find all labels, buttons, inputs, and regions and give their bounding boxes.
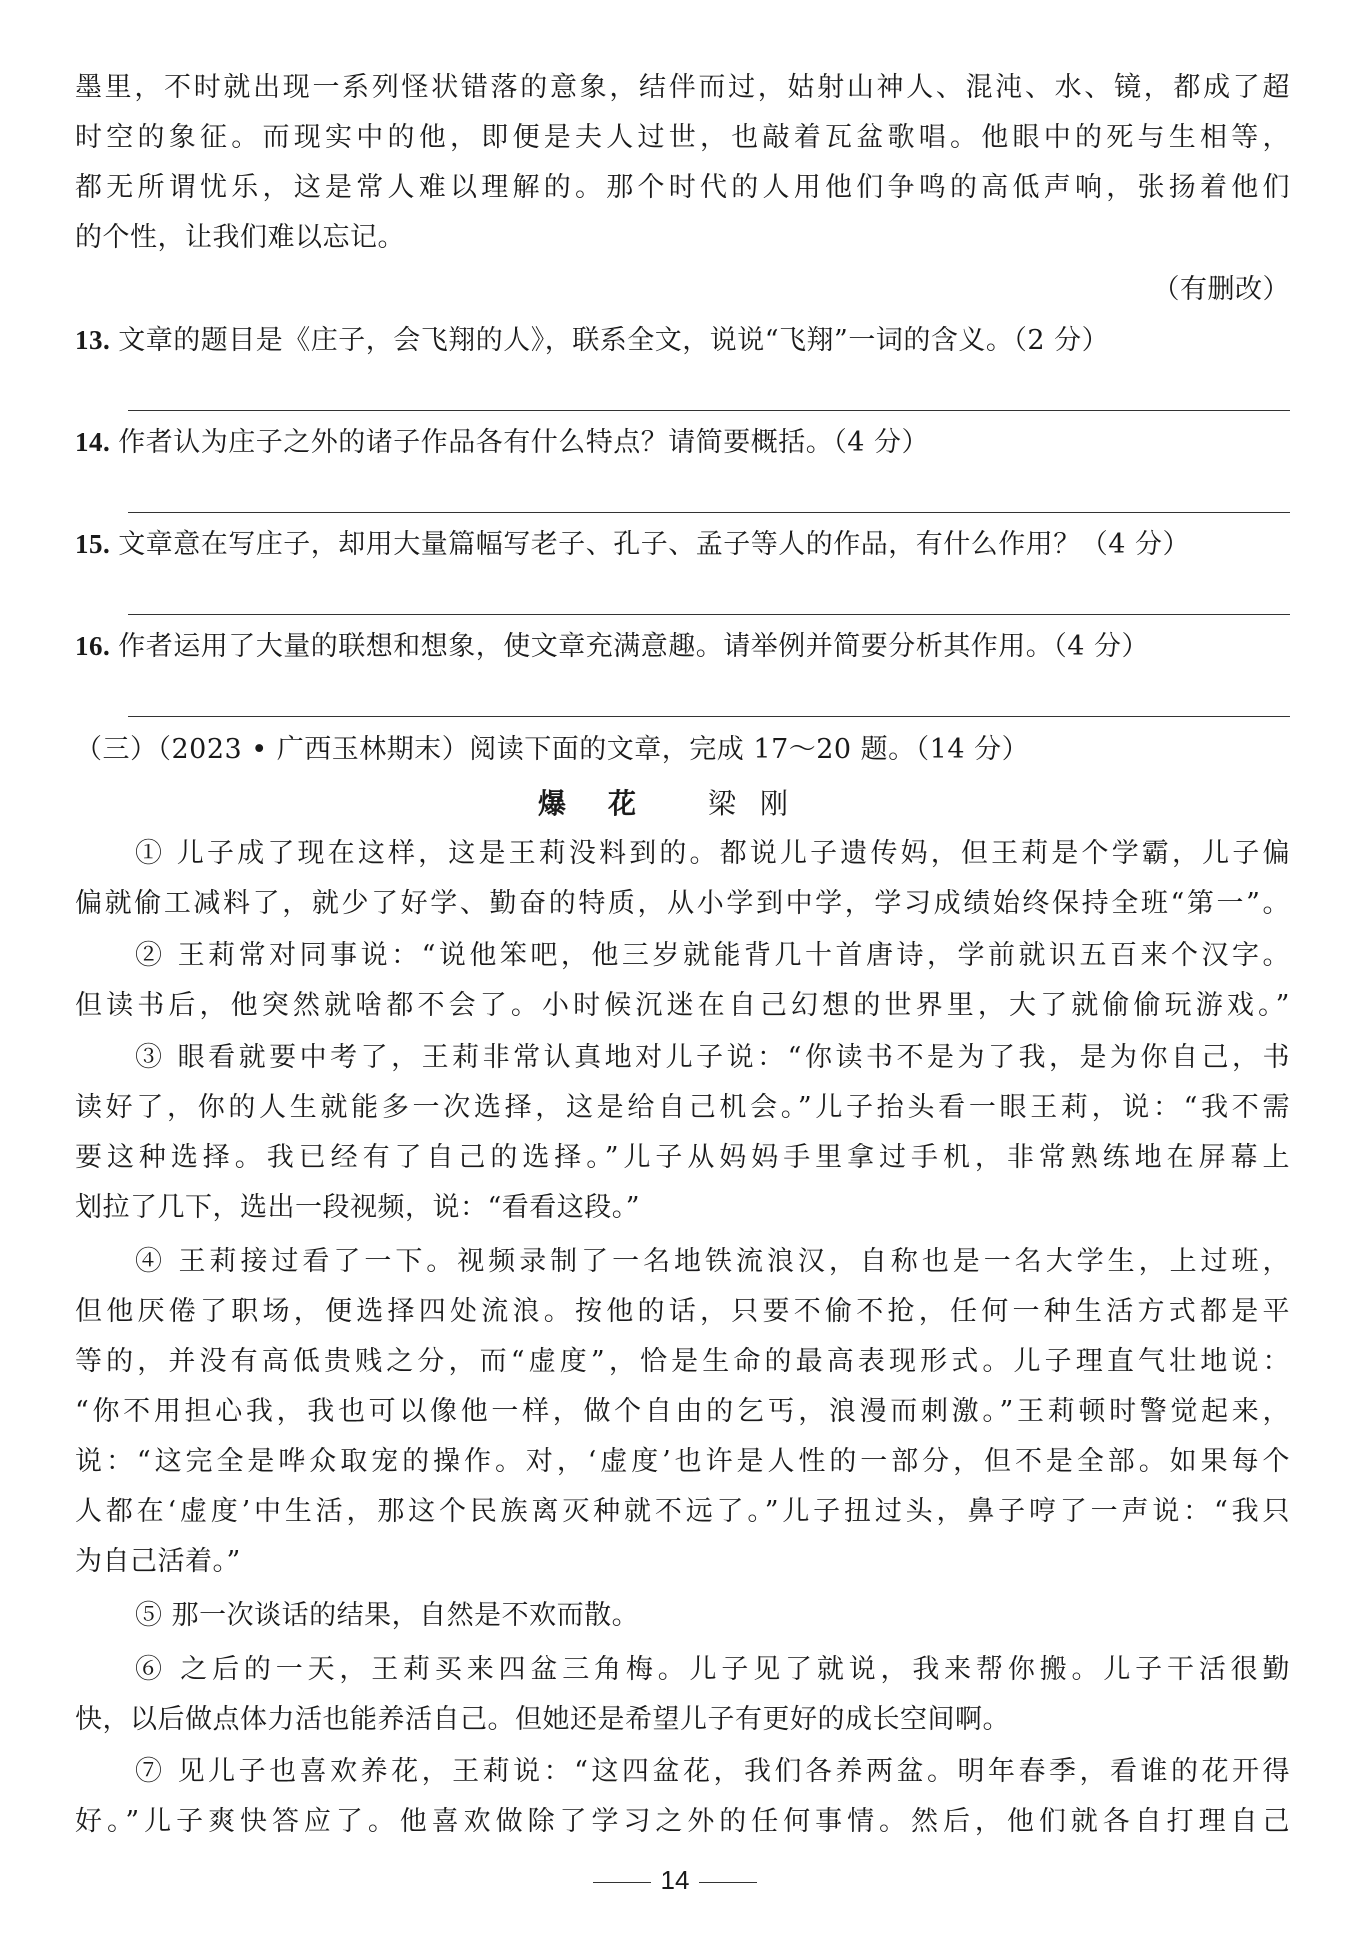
question-13 [75, 320, 1290, 361]
para-2-line: 但读书后，他突然就啥都不会了。小时候沉迷在自己幻想的世界里，大了就偷偷玩游戏。” [75, 990, 1290, 1021]
answer-line-16[interactable] [128, 716, 1290, 717]
question-15 [75, 524, 1290, 565]
question-14 [75, 422, 1290, 463]
question-number: 16. [75, 631, 111, 661]
para-2-line: ② 王莉常对同事说：“说他笨吧，他三岁就能背几十首唐诗，学前就识五百来个汉字。 [135, 940, 1290, 971]
para-1-line: 偏就偷工减料了，就少了好学、勤奋的特质，从小学到中学，学习成绩始终保持全班“第一”。 [75, 888, 1290, 919]
para-1-line: ① 儿子成了现在这样，这是王莉没料到的。都说儿子遗传妈，但王莉是个学霸，儿子偏 [135, 838, 1290, 869]
section-header: （三）（2023 • 广西玉林期末）阅读下面的文章，完成 17～20 题。（14 分） [75, 734, 1030, 765]
question-text: 作者认为庄子之外的诸子作品各有什么特点？请简要概括。（4 分） [118, 427, 930, 458]
page-number-rule-right [699, 1882, 757, 1883]
para-3-line: 读好了，你的人生就能多一次选择，这是给自己机会。”儿子抬头看一眼王莉，说：“我不需 [75, 1092, 1290, 1123]
para-3-line: 要这种选择。我已经有了自己的选择。”儿子从妈妈手里拿过手机，非常熟练地在屏幕上 [75, 1142, 1290, 1173]
para-4-line: 但他厌倦了职场，便选择四处流浪。按他的话，只要不偷不抢，任何一种生活方式都是平 [75, 1296, 1290, 1327]
answer-line-14[interactable] [128, 512, 1290, 513]
question-number: 14. [75, 427, 111, 457]
question-text: 文章意在写庄子，却用大量篇幅写老子、孔子、孟子等人的作品，有什么作用？（4 分） [118, 529, 1191, 560]
para-3-line: ③ 眼看就要中考了，王莉非常认真地对儿子说：“你读书不是为了我，是为你自己，书 [135, 1042, 1290, 1073]
source-note: （有删改） [1152, 274, 1290, 305]
para-4-line: 等的，并没有高低贵贱之分，而“虚度”，恰是生命的最高表现形式。儿子理直气壮地说： [75, 1346, 1290, 1377]
question-16 [75, 626, 1290, 667]
text-line: 的个性，让我们难以忘记。 [75, 222, 405, 253]
answer-line-13[interactable] [128, 410, 1290, 411]
text-line: 时空的象征。而现实中的他，即便是夫人过世，也敲着瓦盆歌唱。他眼中的死与生相等， [75, 122, 1290, 153]
question-text: 文章的题目是《庄子，会飞翔的人》，联系全文，说说“飞翔”一词的含义。（2 分） [118, 325, 1110, 356]
page-number-text: 14 [660, 1865, 690, 1895]
page-number-rule-left [593, 1882, 651, 1883]
text-line: 都无所谓忧乐，这是常人难以理解的。那个时代的人用他们争鸣的高低声响，张扬着他们 [75, 172, 1290, 203]
para-4-line: 为自己活着。” [75, 1546, 241, 1577]
para-4-line: ④ 王莉接过看了一下。视频录制了一名地铁流浪汉，自称也是一名大学生，上过班， [135, 1246, 1290, 1277]
para-7-line: 好。”儿子爽快答应了。他喜欢做除了学习之外的任何事情。然后，他们就各自打理自己 [75, 1806, 1290, 1837]
para-7-line: ⑦ 见儿子也喜欢养花，王莉说：“这四盆花，我们各养两盆。明年春季，看谁的花开得 [135, 1756, 1290, 1787]
page-number [0, 1860, 1350, 1900]
para-4-line: “你不用担心我，我也可以像他一样，做个自由的乞丐，浪漫而刺激。”王莉顿时警觉起来， [75, 1396, 1290, 1427]
para-6-line: 快，以后做点体力活也能养活自己。但她还是希望儿子有更好的成长空间啊。 [75, 1704, 1010, 1735]
story-title: 爆花 [537, 787, 678, 820]
question-number: 15. [75, 529, 111, 559]
question-number: 13. [75, 325, 111, 355]
answer-line-15[interactable] [128, 614, 1290, 615]
para-4-line: 人都在‘虚度’中生活，那这个民族离灭种就不远了。”儿子扭过头，鼻子哼了一声说：“我只 [75, 1496, 1290, 1527]
para-3-line: 划拉了几下，选出一段视频，说：“看看这段。” [75, 1192, 641, 1223]
para-4-line: 说：“这完全是哗众取宠的操作。对，‘虚度’也许是人性的一部分，但不是全部。如果每个 [75, 1446, 1290, 1477]
question-text: 作者运用了大量的联想和想象，使文章充满意趣。请举例并简要分析其作用。（4 分） [118, 631, 1150, 662]
para-6-line: ⑥ 之后的一天，王莉买来四盆三角梅。儿子见了就说，我来帮你搬。儿子干活很勤 [135, 1654, 1290, 1685]
text-line: 墨里，不时就出现一系列怪状错落的意象，结伴而过，姑射山神人、混沌、水、镜，都成了超 [75, 72, 1290, 103]
para-5-line: ⑤ 那一次谈话的结果，自然是不欢而散。 [135, 1600, 640, 1631]
story-title-row [0, 782, 1350, 826]
story-author: 梁刚 [708, 787, 813, 820]
